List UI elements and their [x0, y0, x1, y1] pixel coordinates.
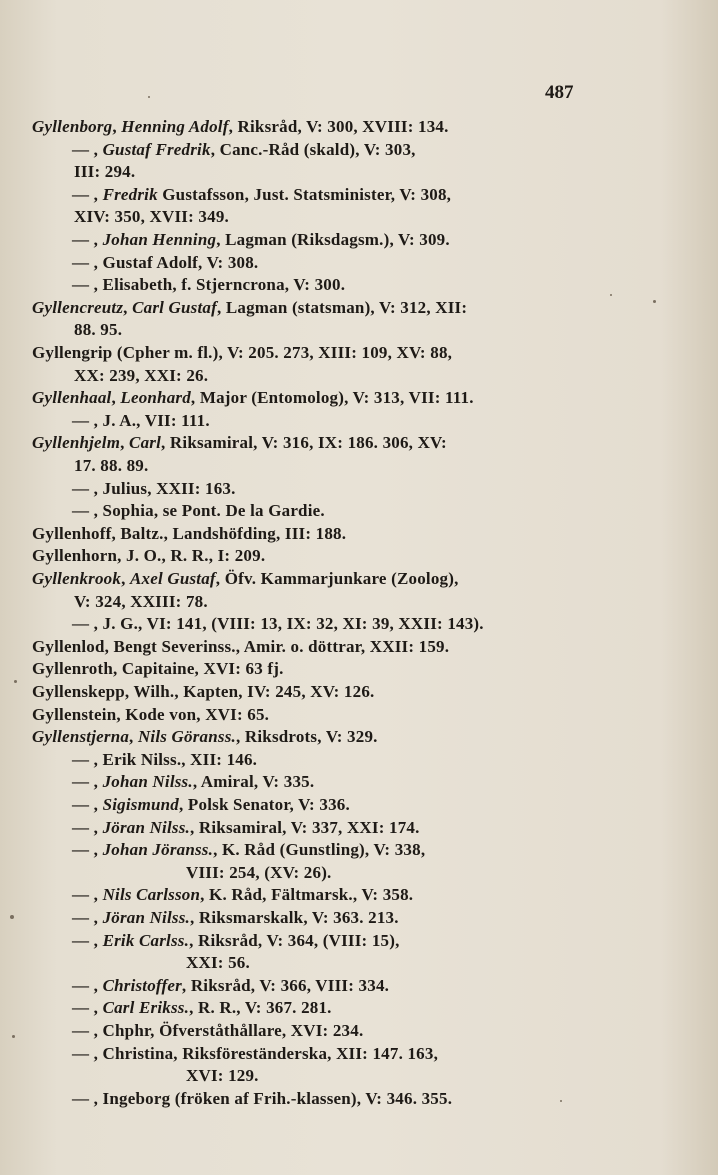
- entry-text: ,: [111, 388, 121, 408]
- entry-text: — ,: [72, 817, 103, 837]
- entry-text: — ,: [72, 139, 103, 159]
- entry-text: — , Elisabeth, f. Stjerncrona, V: 300.: [72, 275, 346, 295]
- entry-text: — , Sophia, se Pont. De la Gardie.: [72, 501, 325, 521]
- index-line: [32, 681, 374, 702]
- index-line: [186, 952, 250, 973]
- index-line: [32, 658, 284, 679]
- index-line: [74, 319, 122, 340]
- entry-text: ,: [123, 297, 133, 317]
- index-line: [72, 1043, 438, 1064]
- entry-text: — ,: [72, 795, 103, 814]
- entry-text: — ,: [72, 230, 103, 249]
- entry-text: V: 324, XXIII: 78.: [74, 591, 208, 611]
- index-line: [72, 884, 413, 905]
- index-line: [72, 794, 350, 815]
- entry-text: — , Julius, XXII: 163.: [72, 478, 236, 498]
- entry-text: — ,: [72, 885, 103, 905]
- index-line: [72, 410, 210, 431]
- index-line: [32, 568, 459, 589]
- index-line: [32, 387, 474, 408]
- entry-text: — ,: [72, 998, 103, 1018]
- entry-name-italic: Sigismund: [102, 795, 180, 814]
- entry-text: ,: [121, 569, 130, 588]
- entry-name-italic: Erik Carlss.: [102, 930, 190, 950]
- entry-text: Gyllenroth, Capitaine, XVI: 63 fj.: [32, 659, 284, 679]
- entry-name-italic: Johan Henning: [102, 230, 217, 249]
- entry-text: ,: [120, 433, 130, 453]
- entry-text: Gyllenlod, Bengt Severinss., Amir. o. döttrar, XXII: 159.: [32, 636, 450, 656]
- entry-text: — , Erik Nilss., XII: 146.: [72, 749, 258, 769]
- entry-text: 17. 88. 89.: [74, 456, 149, 475]
- entry-text: — , J. A., VII: 111.: [72, 410, 210, 430]
- entry-name-italic: Gyllencreutz: [32, 297, 124, 317]
- entry-text: — ,: [72, 184, 103, 204]
- entry-text: XVI: 129.: [186, 1066, 259, 1086]
- index-line: [32, 704, 269, 725]
- entry-text: — , Gustaf Adolf, V: 308.: [72, 252, 259, 272]
- entry-text: — , Christina, Riksföreständerska, XII: 147. 163,: [72, 1043, 439, 1063]
- entry-text: , Riksråd, V: 300, XVIII: 134.: [228, 117, 449, 136]
- entry-text: — , Ingeborg (fröken af Frih.-klassen), V: 346. 355.: [72, 1088, 453, 1108]
- index-line: [74, 206, 229, 227]
- entry-text: Gyllenhorn, J. O., R. R., I: 209.: [32, 546, 266, 566]
- entry-text: Gyllengrip (Cpher m. fl.), V: 205. 273, XIII: 109, XV: 88,: [32, 343, 453, 362]
- entry-name-italic: Gyllenborg: [32, 117, 113, 136]
- index-line: [72, 139, 416, 160]
- entry-name-italic: Carl Erikss.: [102, 998, 190, 1018]
- entry-name-italic: Jöran Nilss.: [102, 908, 190, 927]
- index-line: [72, 975, 389, 996]
- entry-name-italic: Nils Carlsson: [102, 885, 201, 905]
- entry-text: XIV: 350, XVII: 349.: [74, 207, 229, 227]
- entry-name-italic: Christoffer: [102, 975, 182, 995]
- index-line: [32, 636, 449, 657]
- entry-text: , Riksråd, V: 364, (VIII: 15),: [189, 930, 400, 950]
- entry-text: Gyllenskepp, Wilh., Kapten, IV: 245, XV: 126.: [32, 682, 375, 701]
- entry-text: — ,: [72, 930, 103, 950]
- index-line: [72, 817, 420, 838]
- entry-name-italic: Johan Nilss.: [102, 772, 193, 792]
- entry-text: , Riksråd, V: 366, VIII: 334.: [181, 975, 390, 995]
- entry-text: XXI: 56.: [186, 953, 250, 973]
- index-line: [72, 500, 325, 521]
- index-line: [32, 545, 265, 566]
- index-line: [72, 1088, 452, 1109]
- entry-text: , Lagman (statsman), V: 312, XII:: [216, 297, 468, 317]
- entry-text: 88. 95.: [74, 320, 123, 340]
- entry-text: Gustafsson, Just. Statsminister, V: 308,: [157, 184, 452, 204]
- entry-name-italic: Henning Adolf: [121, 117, 229, 136]
- index-line: [186, 862, 332, 883]
- entry-text: — ,: [72, 908, 103, 927]
- entry-text: — ,: [72, 772, 103, 792]
- entry-text: , Riksdrots, V: 329.: [235, 727, 378, 747]
- entry-text: , Lagman (Riksdagsm.), V: 309.: [216, 230, 450, 249]
- entry-text: — ,: [72, 840, 103, 860]
- entry-text: , Riksamiral, V: 316, IX: 186. 306, XV:: [161, 433, 447, 453]
- entry-name-italic: Johan Jöranss.: [102, 840, 214, 860]
- entry-text: III: 294.: [74, 162, 136, 182]
- index-line: [72, 184, 451, 205]
- entry-name-italic: Gyllenstjerna: [32, 727, 130, 747]
- entry-text: — , J. G., VI: 141, (VIII: 13, IX: 32, XI: 39, XXII: 143).: [72, 614, 484, 634]
- index-line: [72, 229, 450, 250]
- entry-name-italic: Fredrik: [102, 184, 158, 204]
- entry-name-italic: Nils Göranss.: [137, 727, 236, 747]
- entry-text: , Canc.-Råd (skald), V: 303,: [210, 139, 416, 159]
- entry-name-italic: Gyllenkrook: [32, 569, 122, 588]
- entry-name-italic: Gustaf Fredrik: [102, 139, 211, 159]
- entry-text: XX: 239, XXI: 26.: [74, 365, 209, 385]
- page-number: 487: [545, 82, 574, 103]
- index-line: [72, 274, 345, 295]
- index-line: [72, 771, 314, 792]
- entry-name-italic: Carl Gustaf: [132, 297, 217, 317]
- entry-text: , Riksamiral, V: 337, XXI: 174.: [190, 817, 420, 837]
- index-line: [72, 478, 236, 499]
- index-line: [72, 1020, 363, 1041]
- entry-text: , Öfv. Kammarjunkare (Zoolog),: [215, 569, 459, 588]
- index-line: [32, 726, 378, 747]
- index-line: [186, 1065, 259, 1086]
- index-line: [72, 252, 258, 273]
- entry-text: , R. R., V: 367. 281.: [189, 998, 332, 1018]
- index-line: [32, 297, 467, 318]
- index-line: [72, 930, 400, 951]
- index-line: [32, 523, 346, 544]
- entry-name-italic: Carl: [129, 433, 162, 453]
- entry-name-italic: Gyllenhjelm: [32, 433, 121, 453]
- index-line: [32, 342, 452, 363]
- entry-text: , K. Råd (Gunstling), V: 338,: [213, 840, 426, 860]
- entry-text: ,: [129, 727, 138, 747]
- entry-name-italic: Gyllenhaal: [32, 388, 112, 408]
- entry-text: — , Chphr, Öfverståthållare, XVI: 234.: [72, 1021, 364, 1040]
- entry-text: , Riksmarskalk, V: 363. 213.: [190, 908, 399, 927]
- entry-text: ,: [112, 117, 122, 136]
- index-line: [32, 116, 449, 137]
- index-line: [72, 907, 399, 928]
- index-line: [72, 613, 484, 634]
- entry-name-italic: Leonhard: [120, 388, 191, 408]
- entry-text: Gyllenhoff, Baltz., Landshöfding, III: 188.: [32, 523, 347, 543]
- entry-text: , K. Råd, Fältmarsk., V: 358.: [200, 885, 414, 905]
- entry-text: , Polsk Senator, V: 336.: [179, 795, 350, 814]
- entry-text: Gyllenstein, Kode von, XVI: 65.: [32, 704, 270, 724]
- index-line: [74, 455, 148, 476]
- index-line: [74, 365, 208, 386]
- index-line: [32, 432, 447, 453]
- entry-name-italic: Jöran Nilss.: [102, 817, 190, 837]
- index-line: [72, 839, 425, 860]
- entry-text: , Amiral, V: 335.: [192, 772, 315, 792]
- entry-text: — ,: [72, 975, 103, 995]
- index-line: [74, 161, 135, 182]
- entry-text: VIII: 254, (XV: 26).: [186, 862, 332, 882]
- index-line: [72, 749, 257, 770]
- index-line: [72, 997, 332, 1018]
- entry-text: , Major (Entomolog), V: 313, VII: 111.: [190, 388, 474, 408]
- index-line: [74, 591, 208, 612]
- entry-name-italic: Axel Gustaf: [130, 569, 216, 588]
